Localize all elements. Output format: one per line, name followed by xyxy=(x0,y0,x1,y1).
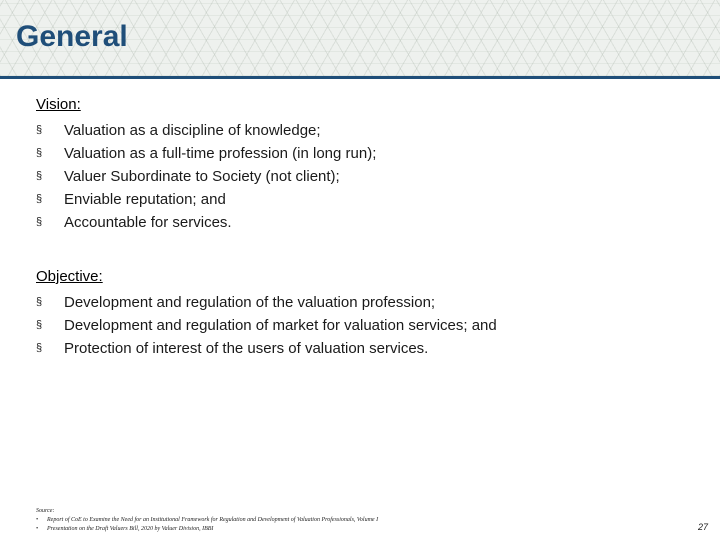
bullet-icon: § xyxy=(36,170,43,182)
source-label: Source: xyxy=(36,508,55,514)
title-divider xyxy=(0,76,720,79)
objective-heading: Objective: xyxy=(36,268,103,285)
bullet-icon: • xyxy=(36,517,39,523)
bullet-icon: • xyxy=(36,526,39,532)
title-banner xyxy=(0,0,720,76)
source-item: • Report of CoE to Examine the Need for an Institutional Framework for Regulation and Development of Valuation Professionals, Volume I xyxy=(36,517,379,523)
page-number: 27 xyxy=(697,522,708,532)
bullet-icon: § xyxy=(36,124,43,136)
vision-heading: Vision: xyxy=(36,96,81,113)
page-title: General xyxy=(16,20,128,53)
bullet-icon: § xyxy=(36,296,43,308)
bullet-icon: § xyxy=(36,147,43,159)
bullet-icon: § xyxy=(36,216,43,228)
source-item: • Presentation on the Draft Valuers Bill, 2020 by Valuer Division, IBBI xyxy=(36,526,214,532)
bullet-icon: § xyxy=(36,342,43,354)
bullet-icon: § xyxy=(36,319,43,331)
source-note xyxy=(36,507,636,534)
bullet-icon: § xyxy=(36,193,43,205)
